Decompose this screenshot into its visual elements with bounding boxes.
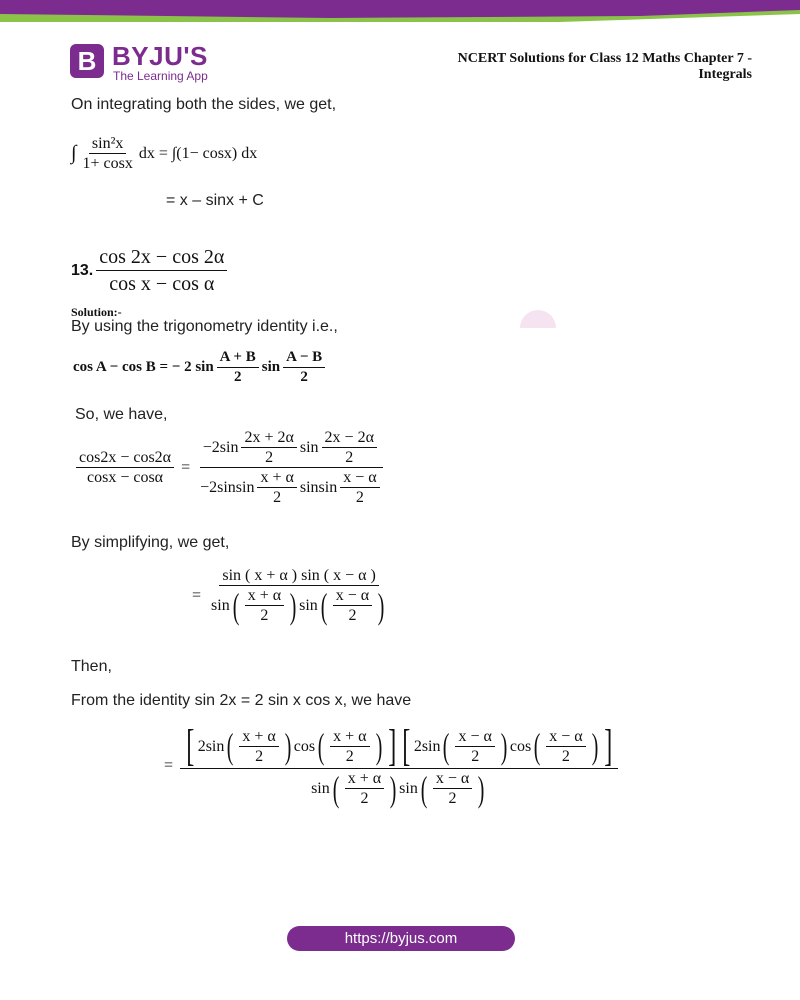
fraction [239, 727, 278, 766]
text-simplifying: By simplifying, we get, [71, 534, 230, 551]
fraction-numerator: 2x − 2α [322, 428, 377, 448]
document-title [392, 51, 752, 83]
bracket-left: [ [186, 721, 195, 770]
question-numerator: cos 2x − cos 2α [96, 244, 227, 271]
eq2-fraction [208, 566, 390, 625]
text-identity: By using the trigonometry identity i.e., [71, 318, 338, 335]
text-so-we-have: So, we have, [75, 406, 168, 423]
fraction-denominator: 2 [300, 369, 308, 385]
fraction-denominator: 2 [260, 607, 269, 624]
eq3-den-sin: sin [399, 780, 418, 797]
paren-left: ( [320, 585, 328, 626]
fraction-denominator: 2 [265, 449, 274, 466]
top-color-bar [0, 0, 800, 26]
fraction-denominator: 2 [345, 747, 354, 765]
fraction-numerator: cos2x − cos2α [76, 448, 174, 468]
fraction [245, 586, 284, 625]
eq1-rhs [197, 428, 386, 507]
fraction [257, 468, 296, 507]
byjus-logo [70, 41, 250, 84]
fraction [546, 727, 585, 766]
eq3-cos: cos [509, 737, 532, 755]
fraction-numerator: x − α [333, 586, 372, 606]
eq2-denominator [208, 586, 390, 625]
bracket-right: ] [387, 721, 396, 770]
question-denominator: cos x − cos α [109, 273, 215, 295]
fraction [433, 769, 472, 808]
logo-mark: B [70, 44, 104, 78]
fraction [330, 727, 369, 766]
paren-left: ( [317, 726, 325, 766]
fraction [322, 428, 377, 467]
fraction-denominator: cosx − cosα [87, 469, 164, 486]
fraction-denominator: 2 [561, 747, 570, 765]
fraction [333, 586, 372, 625]
integral-sign: ∫ [71, 142, 77, 164]
paren-left: ( [420, 768, 428, 809]
fraction-numerator: sin²x [89, 134, 126, 154]
bracket-left: [ [402, 721, 411, 770]
eq1-top-b: sin [299, 439, 319, 456]
fraction-numerator: x − α [455, 727, 494, 747]
fraction [345, 769, 384, 808]
equation-2 [188, 566, 393, 625]
fraction-denominator: 2 [355, 489, 364, 506]
paren-right: ) [284, 726, 292, 766]
question-13 [71, 244, 230, 297]
fraction-denominator: 2 [233, 369, 242, 385]
eq2-sin-1: sin [211, 597, 230, 614]
question-number: 13. [71, 261, 94, 279]
equation-1 [73, 428, 389, 507]
fraction-numerator: x − α [546, 727, 585, 747]
eq3-cos: cos [293, 737, 316, 755]
fraction-denominator: 1+ cosx [82, 155, 133, 172]
fraction-numerator: x − α [340, 468, 379, 488]
fraction [79, 134, 135, 173]
fraction-denominator: 2 [273, 489, 282, 506]
bracket-right: ] [603, 721, 612, 770]
eq3-den-sin: sin [311, 780, 330, 797]
eq3-denominator [308, 769, 490, 808]
eq3-fraction [180, 721, 618, 809]
fraction-numerator: x + α [239, 727, 278, 747]
fraction [340, 468, 379, 507]
identity-sin: sin [261, 359, 281, 375]
paren-right: ) [477, 768, 485, 809]
equals-sign: = [192, 586, 202, 604]
footer-url-link[interactable]: https://byjus.com [287, 926, 515, 951]
text-then: Then, [71, 658, 112, 675]
paren-right: ) [500, 726, 508, 766]
fraction [241, 428, 296, 467]
paren-left: ( [332, 768, 340, 809]
fraction-numerator: x − α [433, 769, 472, 789]
fraction-numerator: x + α [330, 727, 369, 747]
title-line-1: NCERT Solutions for Class 12 Maths Chapter 7 - [457, 51, 752, 66]
equation-integral [71, 134, 257, 173]
paren-left: ( [533, 726, 541, 766]
eq1-bot-b: sinsin [299, 479, 338, 496]
fraction [283, 348, 325, 387]
equation-3 [160, 721, 621, 809]
solution-label: Solution:- [71, 305, 122, 319]
text-integrating: On integrating both the sides, we get, [71, 96, 337, 113]
fraction [455, 727, 494, 766]
fraction-numerator: A + B [217, 348, 259, 368]
fraction-denominator: 2 [360, 790, 369, 807]
fraction-denominator: 2 [348, 607, 357, 624]
fraction-numerator: x + α [257, 468, 296, 488]
fraction [217, 348, 259, 387]
paren-right: ) [289, 585, 297, 626]
text-from-identity: From the identity sin 2x = 2 sin x cos x, we have [71, 692, 412, 709]
integral-rhs: dx = ∫(1− cosx) dx [138, 144, 258, 162]
identity-lhs: cos A − cos B = − 2 sin [73, 359, 214, 375]
text-result: = x – sinx + C [166, 192, 264, 209]
eq3-2sin: 2sin [413, 737, 441, 755]
paren-left: ( [227, 726, 234, 766]
eq2-sin-2: sin [299, 597, 318, 614]
fraction-numerator: x + α [345, 769, 384, 789]
equation-identity [73, 348, 328, 387]
paren-right: ) [591, 726, 598, 766]
eq1-bot-a: −2sinsin [200, 479, 255, 496]
fraction-denominator: 2 [345, 449, 354, 466]
question-fraction [96, 244, 227, 297]
eq3-numerator [180, 721, 618, 770]
fraction-denominator: 2 [255, 747, 264, 765]
paren-left: ( [443, 726, 450, 766]
fraction-denominator: 2 [471, 747, 480, 765]
eq1-top-a: −2sin [202, 439, 239, 456]
eq1-rhs-denominator [197, 468, 386, 507]
fraction-denominator: 2 [448, 790, 457, 807]
watermark-shape [520, 310, 556, 328]
logo-name: BYJU'S [112, 41, 208, 71]
equals-sign: = [181, 458, 191, 476]
equals-sign: = [164, 757, 174, 774]
eq1-rhs-numerator [200, 428, 383, 468]
logo-tagline: The Learning App [113, 69, 208, 83]
eq1-lhs [76, 448, 174, 487]
eq2-numerator: sin ( x + α ) sin ( x − α ) [219, 566, 378, 586]
fraction-numerator: x + α [245, 586, 284, 606]
title-line-2: Integrals [698, 67, 752, 82]
paren-right: ) [375, 726, 382, 766]
fraction-numerator: A − B [283, 348, 325, 368]
eq3-2sin: 2sin [197, 737, 225, 755]
paren-right: ) [377, 585, 385, 626]
fraction-numerator: 2x + 2α [241, 428, 296, 448]
paren-right: ) [389, 768, 397, 809]
paren-left: ( [232, 585, 240, 626]
